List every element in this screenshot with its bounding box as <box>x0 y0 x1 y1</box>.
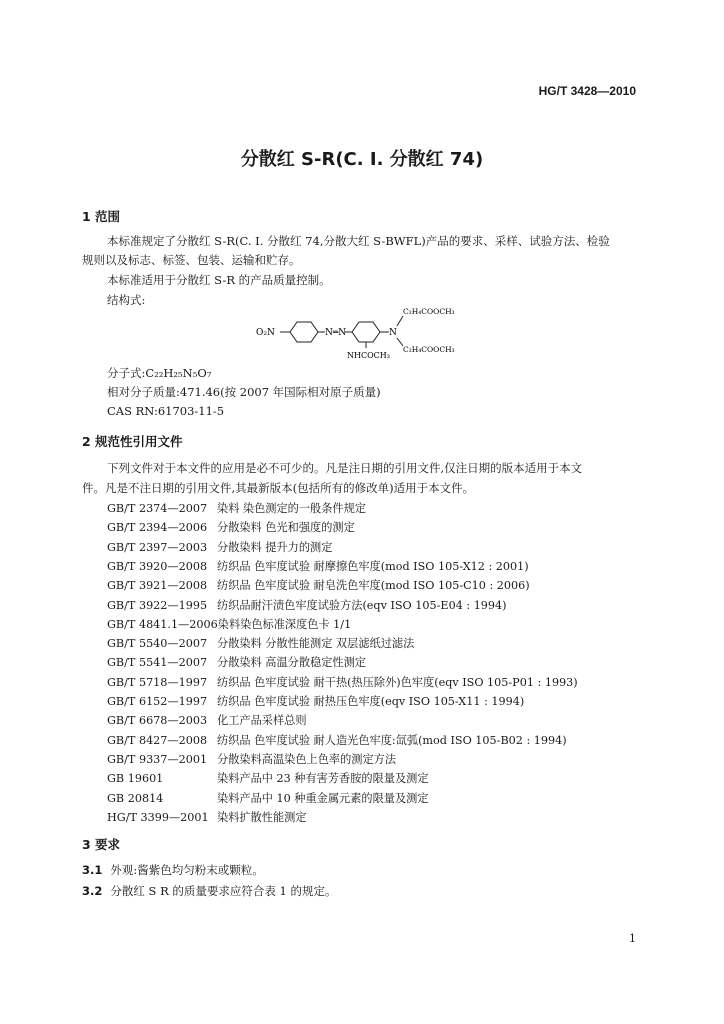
reference-title: 纺织品耐汗渍色牢度试验方法(eqv ISO 105-E04 : 1994) <box>217 598 507 612</box>
reference-title: 纺织品 色牢度试验 耐摩擦色牢度(mod ISO 105-X12 : 2001) <box>217 559 529 573</box>
reference-item <box>107 654 366 670</box>
reference-code: GB/T 3920—2008 <box>107 559 208 573</box>
reference-item <box>107 616 351 632</box>
requirement-number: 3.2 <box>82 884 103 898</box>
reference-code: GB/T 6678—2003 <box>107 714 208 728</box>
reference-item <box>107 500 366 516</box>
section-2-paragraph-b: 件。凡是不注日期的引用文件,其最新版本(包括所有的修改单)适用于本文件。 <box>82 481 475 495</box>
requirement-3-1 <box>82 862 264 878</box>
reference-code: HG/T 3399—2001 <box>107 810 209 824</box>
section-1-heading: 1 范围 <box>82 209 121 224</box>
reference-title: 分散染料 分散性能测定 双层滤纸过滤法 <box>217 637 415 651</box>
reference-title: 染料 染色测定的一般条件规定 <box>217 502 366 515</box>
reference-item <box>107 577 530 593</box>
reference-title: 分散染料 提升力的测定 <box>217 540 333 554</box>
reference-item <box>107 519 355 535</box>
cas-number: CAS RN:61703-11-5 <box>107 404 225 418</box>
section-3-heading: 3 要求 <box>82 837 121 852</box>
reference-title: 分散染料高温染色上色率的测定方法 <box>217 752 397 766</box>
reference-item <box>107 712 307 728</box>
reference-item <box>107 693 524 709</box>
requirement-3-2 <box>82 883 337 899</box>
reference-item <box>107 558 529 574</box>
ester-group-bottom: C₂H₄COOCH₃ <box>403 345 455 354</box>
section-1-paragraph-1b: 规则以及标志、标签、包装、运输和贮存。 <box>82 253 301 267</box>
reference-code: GB/T 2374—2007 <box>107 502 208 515</box>
reference-item <box>107 732 567 748</box>
reference-item <box>107 674 578 690</box>
molecular-mass: 相对分子质量:471.46(按 2007 年国际相对原子质量) <box>107 385 381 399</box>
reference-title: 纺织品 色牢度试验 耐干热(热压除外)色牢度(eqv ISO 105-P01 : 1993) <box>217 675 578 689</box>
reference-code: GB/T 5540—2007 <box>107 637 208 651</box>
reference-title: 纺织品 色牢度试验 耐热压色牢度(eqv ISO 105-X11 : 1994) <box>217 695 525 708</box>
section-1-paragraph-2: 本标准适用于分散红 S-R 的产品质量控制。 <box>107 273 331 287</box>
page-number: 1 <box>629 932 636 945</box>
reference-item <box>107 790 429 806</box>
reference-title: 纺织品 色牢度试验 耐皂洗色牢度(mod ISO 105-C10 : 2006) <box>217 579 530 593</box>
reference-title: 染料产品中 10 种重金属元素的限量及测定 <box>217 791 429 805</box>
structure-label: 结构式: <box>107 293 146 307</box>
reference-item <box>107 597 507 613</box>
reference-code: GB/T 2394—2006 <box>107 521 208 535</box>
reference-code: GB/T 3921—2008 <box>107 579 208 593</box>
amine-nitrogen: N <box>389 328 397 338</box>
reference-title: 化工产品采样总则 <box>217 714 307 728</box>
reference-code: GB 20814 <box>107 791 164 805</box>
section-1-paragraph-1a: 本标准规定了分散红 S-R(C. I. 分散红 74,分散大红 S-BWFL)产品的要求、采样、试验方法、检验 <box>107 234 610 248</box>
reference-title: 染料产品中 23 种有害芳香胺的限量及测定 <box>217 772 429 786</box>
reference-title: 分散染料 高温分散稳定性测定 <box>217 656 366 670</box>
reference-title: 分散染料 色光和强度的测定 <box>217 521 355 535</box>
reference-code: GB/T 5541—2007 <box>107 656 208 670</box>
molecular-formula: 分子式:C₂₂H₂₅N₅O₇ <box>107 366 212 380</box>
reference-item <box>107 635 414 651</box>
reference-item <box>107 770 429 786</box>
reference-code: GB/T 8427—2008 <box>107 733 208 747</box>
azo-group: N═N <box>325 328 347 338</box>
reference-code: GB 19601 <box>107 772 164 786</box>
acetamido-group: NHCOCH₃ <box>347 351 390 360</box>
reference-item <box>107 809 307 825</box>
reference-code: GB/T 6152—1997 <box>107 695 208 708</box>
reference-item <box>107 539 332 555</box>
reference-code: GB/T 5718—1997 <box>107 675 208 689</box>
reference-code: GB/T 2397—2003 <box>107 540 208 554</box>
reference-item <box>107 751 396 767</box>
nitro-group: O₂N <box>256 328 275 338</box>
reference-title: 纺织品 色牢度试验 耐人造光色牢度:氙弧(mod ISO 105-B02 : 1994) <box>217 733 567 747</box>
requirement-text: 外观:酱紫色均匀粉末或颗粒。 <box>110 863 264 877</box>
reference-title: 染料染色标准深度色卡 1/1 <box>217 617 352 631</box>
reference-code: GB/T 9337—2001 <box>107 752 208 766</box>
requirement-text: 分散红 S R 的质量要求应符合表 1 的规定。 <box>110 884 337 898</box>
page-title: 分散红 S-R(C. I. 分散红 74) <box>240 149 484 170</box>
standard-number: HG/T 3428—2010 <box>538 84 636 98</box>
requirement-number: 3.1 <box>82 863 103 877</box>
ester-group-top: C₂H₄COOCH₃ <box>403 307 455 316</box>
reference-title: 染料扩散性能测定 <box>217 810 307 824</box>
structural-formula <box>255 300 495 362</box>
section-2-heading: 2 规范性引用文件 <box>82 434 183 449</box>
reference-code: GB/T 4841.1—2006 <box>107 617 218 631</box>
reference-code: GB/T 3922—1995 <box>107 598 208 612</box>
section-2-paragraph-a: 下列文件对于本文件的应用是必不可少的。凡是注日期的引用文件,仅注日期的版本适用于本文 <box>107 461 583 475</box>
